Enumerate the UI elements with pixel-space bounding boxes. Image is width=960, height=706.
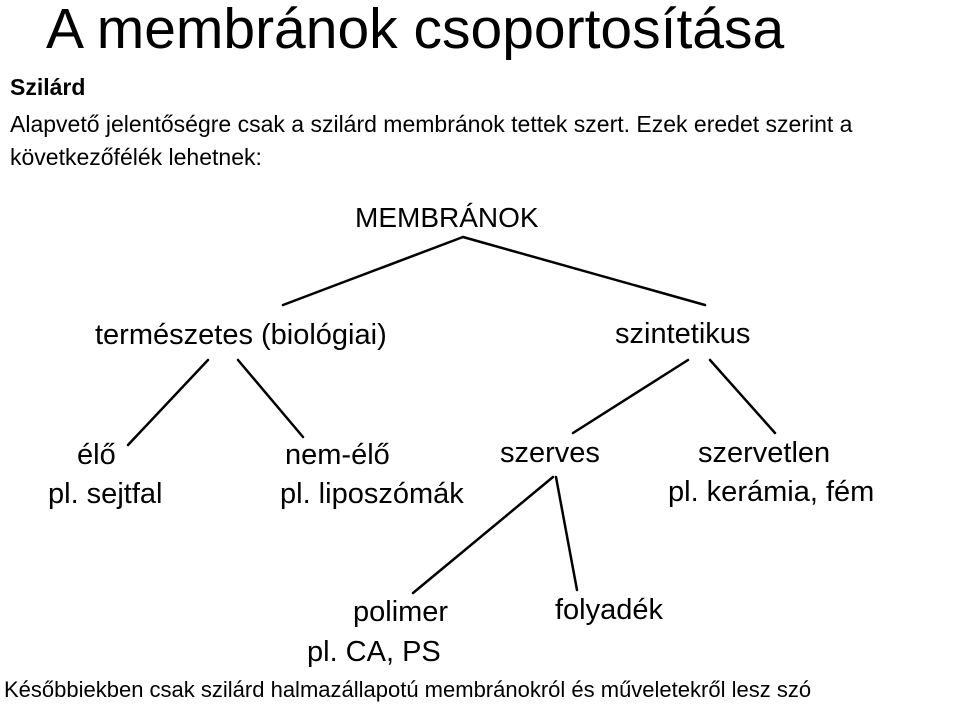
page-title: A membránok csoportosítása	[46, 0, 785, 61]
node-inorganic: szervetlen	[698, 437, 831, 469]
intro-paragraph: Alapvető jelentőségre csak a szilárd membránok tettek szert. Ezek eredet szerint a következőfélék lehetnek:	[10, 111, 853, 170]
example-polymer: pl. CA, PS	[307, 636, 441, 668]
node-organic: szerves	[500, 437, 600, 469]
edge-natural-nonliving	[238, 360, 303, 437]
example-living: pl. sejtfal	[48, 478, 163, 510]
edge-organic-liquid	[556, 477, 577, 590]
node-nonliving: nem-élő	[285, 439, 390, 471]
node-synthetic: szintetikus	[615, 318, 751, 350]
node-polymer: polimer	[353, 596, 449, 628]
node-liquid: folyadék	[555, 594, 664, 626]
edge-synthetic-organic	[573, 360, 688, 433]
footer-note: Későbbiekben csak szilárd halmazállapotú membránokról és műveletekről lesz szó	[4, 677, 812, 702]
example-inorganic: pl. kerámia, fém	[668, 476, 875, 508]
edge-root-synthetic	[463, 237, 705, 305]
node-natural: természetes (biológiai)	[95, 319, 387, 351]
example-nonliving: pl. liposzómák	[280, 478, 464, 510]
edge-root-natural	[283, 237, 463, 305]
tree-connectors	[128, 237, 775, 593]
edge-natural-living	[128, 360, 208, 445]
node-living: élő	[77, 439, 116, 471]
section-heading: Szilárd	[10, 74, 86, 100]
node-membranes: MEMBRÁNOK	[355, 202, 539, 233]
edge-synthetic-inorganic	[710, 360, 775, 433]
